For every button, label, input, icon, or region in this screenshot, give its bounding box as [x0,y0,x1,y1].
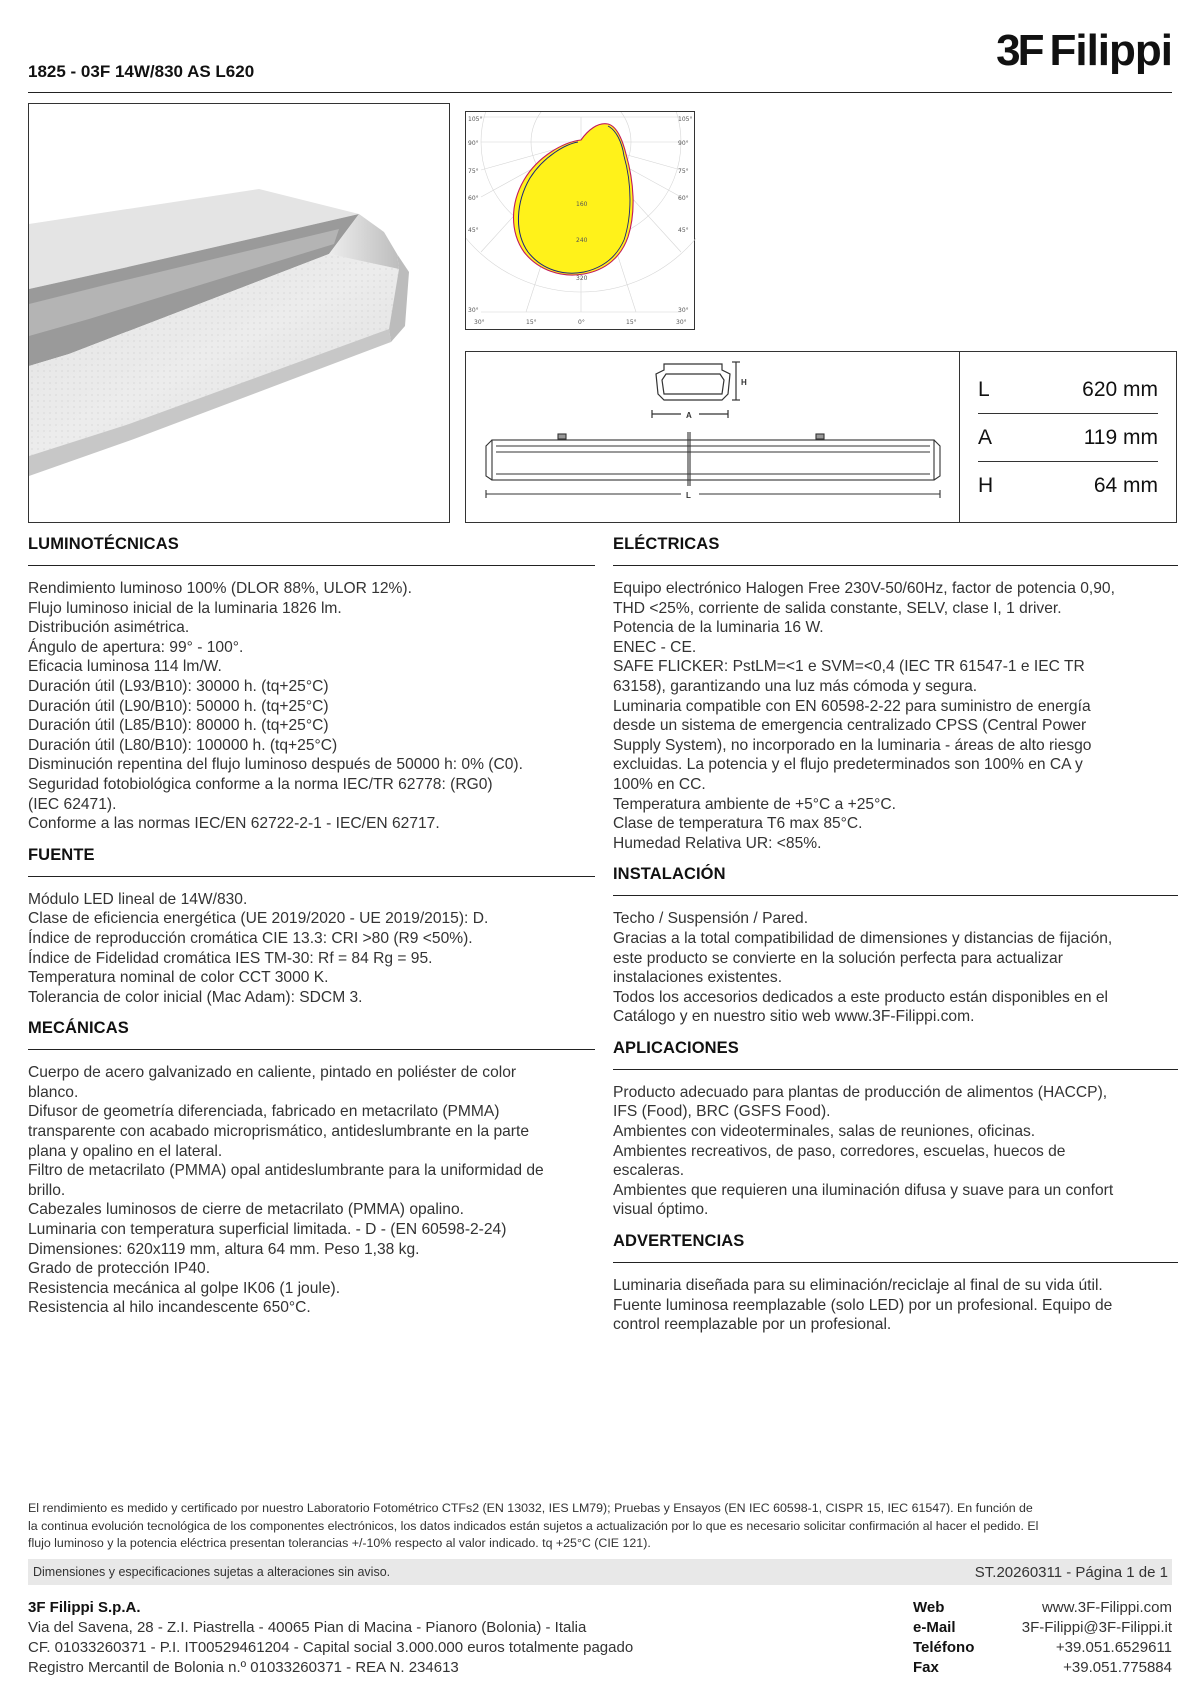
polar-chart [466,112,696,331]
section-body [613,909,1178,1027]
bottom-label-15-right: 15° [626,319,637,326]
dim-label-h: H [741,378,747,387]
contact-label: Fax [913,1659,939,1676]
contact-email [913,1618,1172,1638]
text-line: Luminaria diseñada para su eliminación/reciclaje al final de su vida útil. [613,1277,1103,1295]
bottom-label-30-right: 30° [676,319,687,326]
text-line: Gracias a la total compatibilidad de dimensiones y distancias de fijación, [613,929,1113,947]
angle-label-right-105: 105° [678,116,693,123]
contact-label: Web [913,1599,945,1616]
contact-web [913,1598,1172,1618]
right-column [613,535,1178,1347]
text-line: Luminaria con temperatura superficial limitada. - D - (EN 60598-2-24) [28,1221,507,1239]
text-line: brillo. [28,1181,66,1199]
text-line: excluidas. La potencia y el flujo predeterminados son 100% en CA y [613,756,1083,774]
specs-notice: Dimensiones y especificaciones sujetas a alteraciones sin aviso. [33,1565,391,1579]
company-fiscal: CF. 01033260371 - P.I. IT00529461204 - Capital social 3.000.000 euros totalmente pagado [28,1639,634,1656]
logo-text: Filippi [1049,26,1172,75]
company-info [28,1598,633,1678]
text-line: Rendimiento luminoso 100% (DLOR 88%, ULOR 12%). [28,580,412,597]
disclaimer-line: flujo luminoso y la potencia eléctrica presentan tolerancias +/-10% respecto al valor indicado. tq +25°C (CIE 121). [28,1536,651,1550]
text-line: Índice de Fidelidad cromática IES TM-30: Rf = 84 Rg = 95. [28,949,433,967]
text-line: Ángulo de apertura: 99° - 100°. [28,638,244,656]
text-line: blanco. [28,1083,79,1101]
text-line: Supply System), no incorporado en la luminaria - áreas de alto riesgo [613,736,1092,754]
section-advertencias [613,1232,1178,1335]
section-title: LUMINOTÉCNICAS [28,535,595,566]
text-line: Catálogo y en nuestro sitio web www.3F-Filippi.com. [613,1008,975,1026]
text-line: Duración útil (L80/B10): 100000 h. (tq+25°C) [28,736,338,754]
technical-drawing [466,352,960,522]
dimensions-panel [465,351,1177,523]
product-photo [28,103,450,523]
angle-label-left-30: 30° [468,307,479,314]
dim-key: A [978,425,993,449]
email-link[interactable]: 3F-Filippi@3F-Filippi.it [1021,1619,1172,1636]
angle-label-right-90: 90° [678,140,689,147]
section-body [613,579,1178,853]
text-line: Fuente luminosa reemplazable (solo LED) por un profesional. Equipo de [613,1296,1113,1314]
contact-phone [913,1638,1172,1658]
contact-fax [913,1658,1172,1678]
section-title: ELÉCTRICAS [613,535,1178,566]
section-title: APLICACIONES [613,1039,1178,1070]
text-line: THD <25%, corriente de salida constante, SELV, clase I, 1 driver. [613,599,1062,617]
section-title: ADVERTENCIAS [613,1232,1178,1263]
radial-label-160: 160 [576,201,588,208]
bottom-label-0: 0° [578,319,585,326]
dim-value: 620 mm [1082,377,1158,401]
company-registry: Registro Mercantil de Bolonia n.º 01033260371 - REA N. 234613 [28,1659,459,1676]
text-line: IFS (Food), BRC (GSFS Food). [613,1103,831,1121]
text-line: Eficacia luminosa 114 lm/W. [28,658,222,676]
text-line: Duración útil (L93/B10): 30000 h. (tq+25°C) [28,677,329,695]
text-line: Cuerpo de acero galvanizado en caliente, pintado en poliéster de color [28,1064,517,1082]
angle-label-left-60: 60° [468,195,479,202]
dim-row-width [978,414,1158,462]
footer-disclaimer [28,1500,1172,1553]
text-line: Seguridad fotobiológica conforme a la norma IEC/TR 62778: (RG0) [28,775,493,793]
contact-label: Teléfono [913,1639,975,1656]
text-line: Resistencia mecánica al golpe IK06 (1 joule). [28,1279,341,1297]
text-line: Clase de eficiencia energética (UE 2019/2020 - UE 2019/2015): D. [28,910,489,928]
dim-label-l: L [686,491,691,500]
section-body [28,579,595,834]
dim-value: 64 mm [1093,474,1158,497]
contact-label: e-Mail [913,1619,956,1636]
fax-value: +39.051.775884 [1063,1659,1172,1676]
text-line: Duración útil (L90/B10): 50000 h. (tq+25°C) [28,697,329,715]
text-line: plana y opalino en el lateral. [28,1142,223,1160]
text-line: control reemplazable por un profesional. [613,1316,892,1334]
section-title: MECÁNICAS [28,1019,595,1050]
text-line: Ambientes que requieren una iluminación difusa y suave para un confort [613,1181,1114,1199]
brand-logo [996,26,1172,76]
text-line: Conforme a las normas IEC/EN 62722-2-1 - IEC/EN 62717. [28,815,440,833]
text-line: Humedad Relativa UR: <85%. [613,834,822,852]
text-line: Cabezales luminosos de cierre de metacrilato (PMMA) opalino. [28,1201,464,1219]
header-divider [28,92,1172,93]
text-line: Ambientes recreativos, de paso, corredores, escuelas, huecos de [613,1142,1066,1160]
company-address: Via del Savena, 28 - Z.I. Piastrella - 40065 Pian di Macina - Pianoro (Bolonia) - Italia [28,1619,587,1636]
text-line: 100% en CC. [613,775,706,793]
logo-mark: 3F [996,26,1042,75]
notice-bar [28,1559,1172,1585]
text-line: Módulo LED lineal de 14W/830. [28,890,248,908]
contact-info [913,1598,1172,1678]
angle-label-left-45: 45° [468,227,479,234]
text-line: Producto adecuado para plantas de producción de alimentos (HACCP), [613,1083,1108,1101]
text-line: Temperatura nominal de color CCT 3000 K. [28,969,329,987]
section-body [613,1276,1178,1335]
text-line: escaleras. [613,1162,685,1180]
luminaire-illustration [29,104,450,523]
bottom-label-30-left: 30° [474,319,485,326]
text-line: Difusor de geometría diferenciada, fabricado en metacrilato (PMMA) [28,1103,500,1121]
text-line: Filtro de metacrilato (PMMA) opal antideslumbrante para la uniformidad de [28,1162,544,1180]
page-reference: ST.20260311 - Página 1 de 1 [974,1563,1168,1581]
angle-label-right-75: 75° [678,168,689,175]
text-line: Clase de temperatura T6 max 85°C. [613,815,863,833]
section-luminotecnicas [28,535,595,834]
section-body [28,890,595,1008]
radial-label-240: 240 [576,237,588,244]
section-body [28,1063,595,1318]
dim-row-length [978,366,1158,414]
product-code-title: 1825 - 03F 14W/830 AS L620 [28,62,255,81]
dimension-drawing [466,352,960,522]
dim-value: 119 mm [1083,425,1158,449]
phone-value: +39.051.6529611 [1055,1639,1172,1656]
radial-label-320: 320 [576,275,588,282]
section-instalacion [613,865,1178,1027]
polar-light-distribution [465,111,695,330]
text-line: (IEC 62471). [28,795,117,813]
text-line: Duración útil (L85/B10): 80000 h. (tq+25°C) [28,717,329,735]
dim-key: L [978,377,990,401]
text-line: Techo / Suspensión / Pared. [613,910,809,928]
angle-label-left-90: 90° [468,140,479,147]
text-line: SAFE FLICKER: PstLM=<1 e SVM=<0,4 (IEC TR 61547-1 e IEC TR [613,658,1085,676]
section-fuente [28,846,595,1008]
text-line: instalaciones existentes. [613,969,783,987]
bottom-label-15-left: 15° [526,319,537,326]
text-line: transparente con acabado microprismático, antideslumbrante en la parte [28,1123,530,1141]
disclaimer-line: la continua evolución tecnológica de los componentes electrónicos, los datos indicados están sujetos a actualización por lo que es necesario solicitar confirmación al hacer el pedido. El [28,1518,1039,1533]
text-line: Todos los accesorios dedicados a este producto están disponibles en el [613,988,1108,1006]
text-line: Potencia de la luminaria 16 W. [613,619,824,637]
text-line: Disminución repentina del flujo luminoso después de 50000 h: 0% (C0). [28,756,523,774]
section-aplicaciones [613,1039,1178,1220]
text-line: 63158), garantizando una luz más cómoda y segura. [613,677,978,695]
dim-row-height [978,462,1158,510]
text-line: visual óptimo. [613,1201,709,1219]
dimensions-table [960,352,1176,522]
angle-label-left-105: 105° [468,116,483,123]
dim-label-a: A [686,411,692,420]
text-line: Tolerancia de color inicial (Mac Adam): SDCM 3. [28,988,363,1006]
text-line: Temperatura ambiente de +5°C a +25°C. [613,795,896,813]
section-title: FUENTE [28,846,595,877]
text-line: este producto se convierte en la solución perfecta para actualizar [613,949,1063,967]
web-link[interactable]: www.3F-Filippi.com [1041,1599,1172,1616]
text-line: Distribución asimétrica. [28,619,190,637]
angle-label-right-30: 30° [678,307,689,314]
section-electricas [613,535,1178,853]
text-line: Índice de reproducción cromática CIE 13.3: CRI >80 (R9 <50%). [28,929,473,947]
disclaimer-line: El rendimiento es medido y certificado por nuestro Laboratorio Fotométrico CTFs2 (EN 13032, IES LM79); Pruebas y Ensayos (EN IEC 60598-1, CISPR 15, IEC 61547). En función de [28,1501,1033,1515]
angle-label-right-45: 45° [678,227,689,234]
angle-label-left-75: 75° [468,168,479,175]
dim-key: H [978,474,994,497]
company-name: 3F Filippi S.p.A. [28,1599,141,1616]
text-line: ENEC - CE. [613,638,697,656]
section-mecanicas [28,1019,595,1318]
text-line: Grado de protección IP40. [28,1260,211,1278]
section-body [613,1083,1178,1220]
text-line: Dimensiones: 620x119 mm, altura 64 mm. Peso 1,38 kg. [28,1240,420,1258]
text-line: Ambientes con videoterminales, salas de reuniones, oficinas. [613,1123,1036,1141]
text-line: Resistencia al hilo incandescente 650°C. [28,1299,311,1317]
section-title: INSTALACIÓN [613,865,1178,896]
text-line: Equipo electrónico Halogen Free 230V-50/60Hz, factor de potencia 0,90, [613,580,1115,597]
text-line: Flujo luminoso inicial de la luminaria 1826 lm. [28,599,342,617]
angle-label-right-60: 60° [678,195,689,202]
text-line: desde un sistema de emergencia centralizado CPSS (Central Power [613,717,1087,735]
left-column [28,535,595,1330]
text-line: Luminaria compatible con EN 60598-2-22 para suministro de energía [613,697,1091,715]
